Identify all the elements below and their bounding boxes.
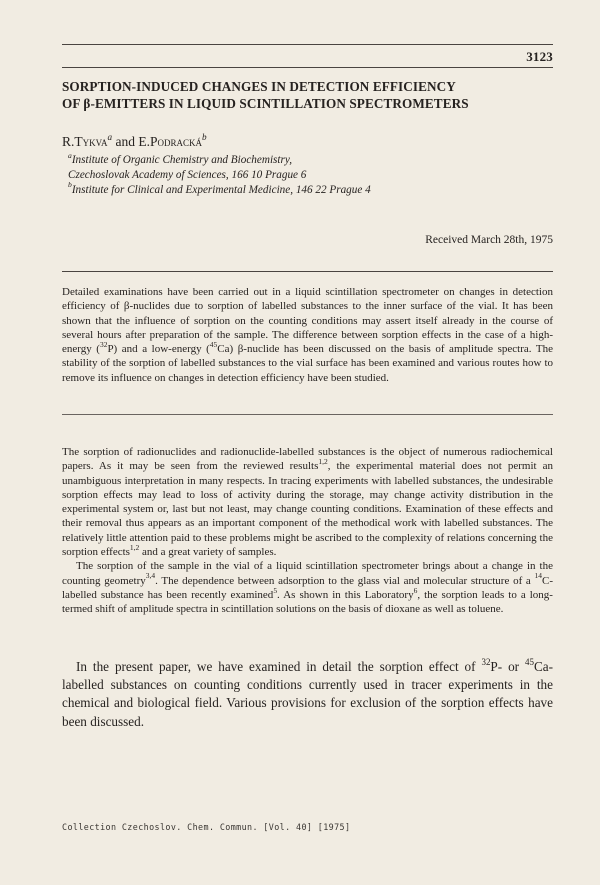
journal-footer: Collection Czechoslov. Chem. Commun. [Vol. 40] [1975] bbox=[62, 822, 351, 832]
abstract: Detailed examinations have been carried out in a liquid scintillation spectrometer on changes in detection efficiency of β-nuclides due to sorption of labelled substances to the inner surface of the vial. It has been shown that the influence of sorption on the counting conditions may assert itself already in the course of several hours after preparation of the sample. The difference between sorption effects in the case of a high-energy ($^{32}$P) and a low-energy ($^{45}$Ca) β-nuclide has been discussed on the basis of amplitude spectra. The stability of the sorption of labelled substances to the vial surface has been examined and various routes how to remove its influence on changes in detection efficiency have been studied. bbox=[62, 286, 553, 384]
author-list: R.Tykva$^a$ and E.Podracká$^b$ bbox=[62, 131, 207, 149]
paragraph-2: The sorption of the sample in the vial of a liquid scintillation spectrometer brings about a change in the counting geometry$^{3,4}$. The dependence between adsorption to the glass vial and molecular structure of a $^{14}$C-labelled substance has been recently examined$^5$. As shown in this Laboratory$^6$, the sorption leads to a long-termed shift of amplitude spectra in scintillation solutions on the basis of dioxane as well as toluene. bbox=[62, 560, 553, 616]
affiliation-a-line-2: Czechoslovak Academy of Sciences, 166 10 Prague 6 bbox=[68, 168, 307, 181]
affiliations bbox=[62, 150, 553, 197]
page-number: 3123 bbox=[526, 49, 553, 64]
affiliation-b: $^b$Institute for Clinical and Experimental Medicine, 146 22 Prague 4 bbox=[68, 180, 371, 196]
abstract-rule-top bbox=[62, 271, 553, 272]
header-rule bbox=[62, 44, 553, 45]
paragraph-3: In the present paper, we have examined in detail the sorption effect of $^{32}$P- or $^{45}$Ca-labelled substances on counting conditions currently used in tracer experiments in the chemical and biological field. Various provisions for exclusion of the sorption effects have been discussed. bbox=[62, 656, 554, 729]
abstract-rule-bottom bbox=[62, 414, 553, 415]
title-line-2: OF β-EMITTERS IN LIQUID SCINTILLATION SPECTROMETERS bbox=[62, 96, 469, 111]
author-1: R.Tykva$^a$ bbox=[62, 131, 113, 149]
article-title bbox=[62, 78, 553, 112]
introduction bbox=[62, 445, 553, 617]
affiliation-a: $^a$Institute of Organic Chemistry and Biochemistry, bbox=[68, 150, 293, 166]
title-line-1: SORPTION-INDUCED CHANGES IN DETECTION EFFICIENCY bbox=[62, 79, 456, 94]
header-rule-lower bbox=[62, 67, 553, 68]
author-2: E.Podracká$^b$ bbox=[138, 131, 207, 149]
paragraph-1: The sorption of radionuclides and radionuclide-labelled substances is the object of numerous radiochemical papers. As it may be seen from the reviewed results$^{1,2}$, the experimental material does not permit an unambiguous interpretation in many respects. In tracing experiments with labelled substances, the undesirable sorption effects may lead to loss of activity during the storage, may change activity distribution in the experimental system or, last but not least, may change counting conditions. Examination of these effects and their removal thus appears as an important component of the methodical work with labelled substances. The relatively little attention paid to these problems might be ascribed to the complexity of relations concerning the sorption effects$^{1,2}$ and a great variety of samples. bbox=[62, 446, 554, 559]
received-date: Received March 28th, 1975 bbox=[425, 234, 553, 246]
